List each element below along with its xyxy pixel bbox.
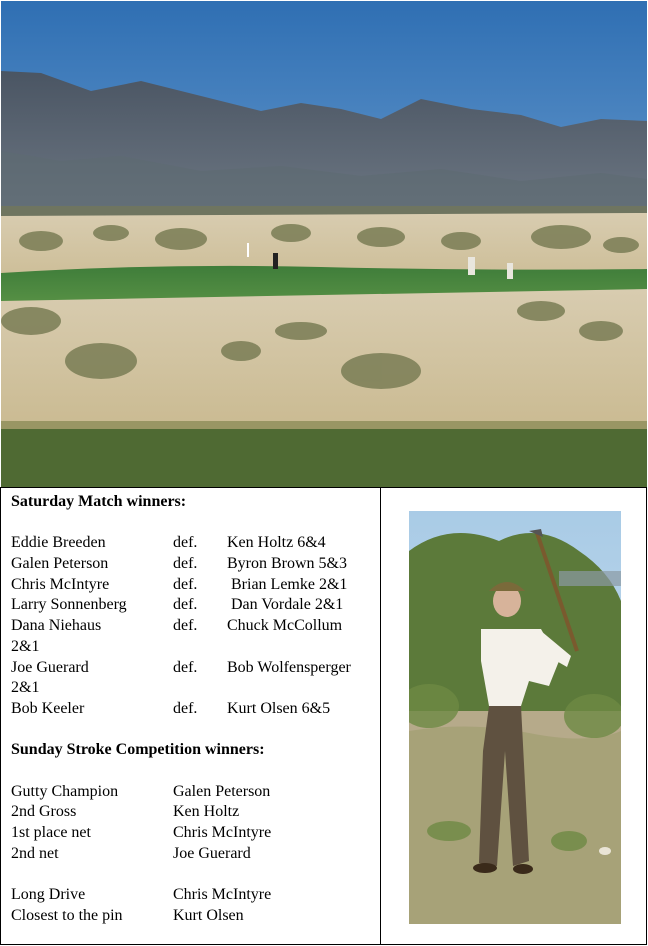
special-row — [11, 885, 377, 906]
match-loser: Kurt Olsen 6&5 — [227, 699, 331, 717]
result-name: Chris McIntyre — [173, 824, 272, 841]
result-name: Galen Peterson — [173, 782, 271, 800]
match-def: def. — [173, 617, 198, 635]
match-score-overflow: 2&1 — [11, 679, 40, 697]
match-winner: Joe Guerard — [11, 658, 89, 676]
match-def: def. — [173, 699, 198, 717]
match-loser: Dan Vordale 2&1 — [231, 596, 344, 614]
result-name: Joe Guerard — [173, 844, 251, 862]
match-winner: Galen Peterson — [11, 555, 109, 573]
match-loser: Chuck McCollum — [227, 617, 343, 635]
match-def: def. — [173, 555, 198, 573]
golf-course-landscape-photo — [1, 1, 647, 487]
match-row — [11, 554, 377, 575]
match-loser: Bob Wolfensperger — [227, 658, 351, 676]
special-name: Chris McIntyre — [173, 886, 272, 904]
match-row — [11, 595, 377, 616]
sunday-heading: Sunday Stroke Competition winners: — [11, 741, 265, 759]
match-loser: Ken Holtz 6&4 — [227, 534, 326, 552]
match-def: def. — [173, 575, 198, 593]
match-row — [11, 658, 377, 679]
special-category: Long Drive — [11, 886, 86, 904]
result-category: Gutty Champion — [11, 782, 119, 800]
match-row — [11, 616, 377, 637]
special-category: Closest to the pin — [11, 906, 123, 924]
match-def: def. — [173, 534, 198, 552]
match-winner: Chris McIntyre — [11, 575, 110, 593]
special-row — [11, 906, 377, 927]
match-row — [11, 575, 377, 596]
match-loser: Brian Lemke 2&1 — [231, 575, 348, 593]
match-winner: Larry Sonnenberg — [11, 596, 127, 614]
match-winner: Bob Keeler — [11, 699, 85, 717]
result-row — [11, 782, 377, 803]
match-loser: Byron Brown 5&3 — [227, 555, 347, 573]
match-def: def. — [173, 596, 198, 614]
match-def: def. — [173, 658, 198, 676]
result-category: 2nd net — [11, 844, 59, 862]
saturday-heading: Saturday Match winners: — [11, 493, 187, 510]
result-category: 1st place net — [11, 824, 91, 841]
result-row — [11, 844, 377, 865]
result-row — [11, 802, 377, 823]
match-winner: Dana Niehaus — [11, 617, 102, 635]
match-row — [11, 533, 377, 554]
result-row — [11, 823, 377, 844]
match-winner: Eddie Breeden — [11, 534, 106, 552]
result-name: Ken Holtz — [173, 803, 240, 821]
match-row — [11, 699, 377, 720]
result-category: 2nd Gross — [11, 803, 77, 821]
golfer-swing-photo — [409, 511, 621, 924]
special-name: Kurt Olsen — [173, 906, 244, 924]
results-table — [0, 487, 647, 945]
results-column — [11, 492, 377, 926]
column-divider — [380, 488, 381, 944]
match-score-overflow: 2&1 — [11, 637, 40, 655]
